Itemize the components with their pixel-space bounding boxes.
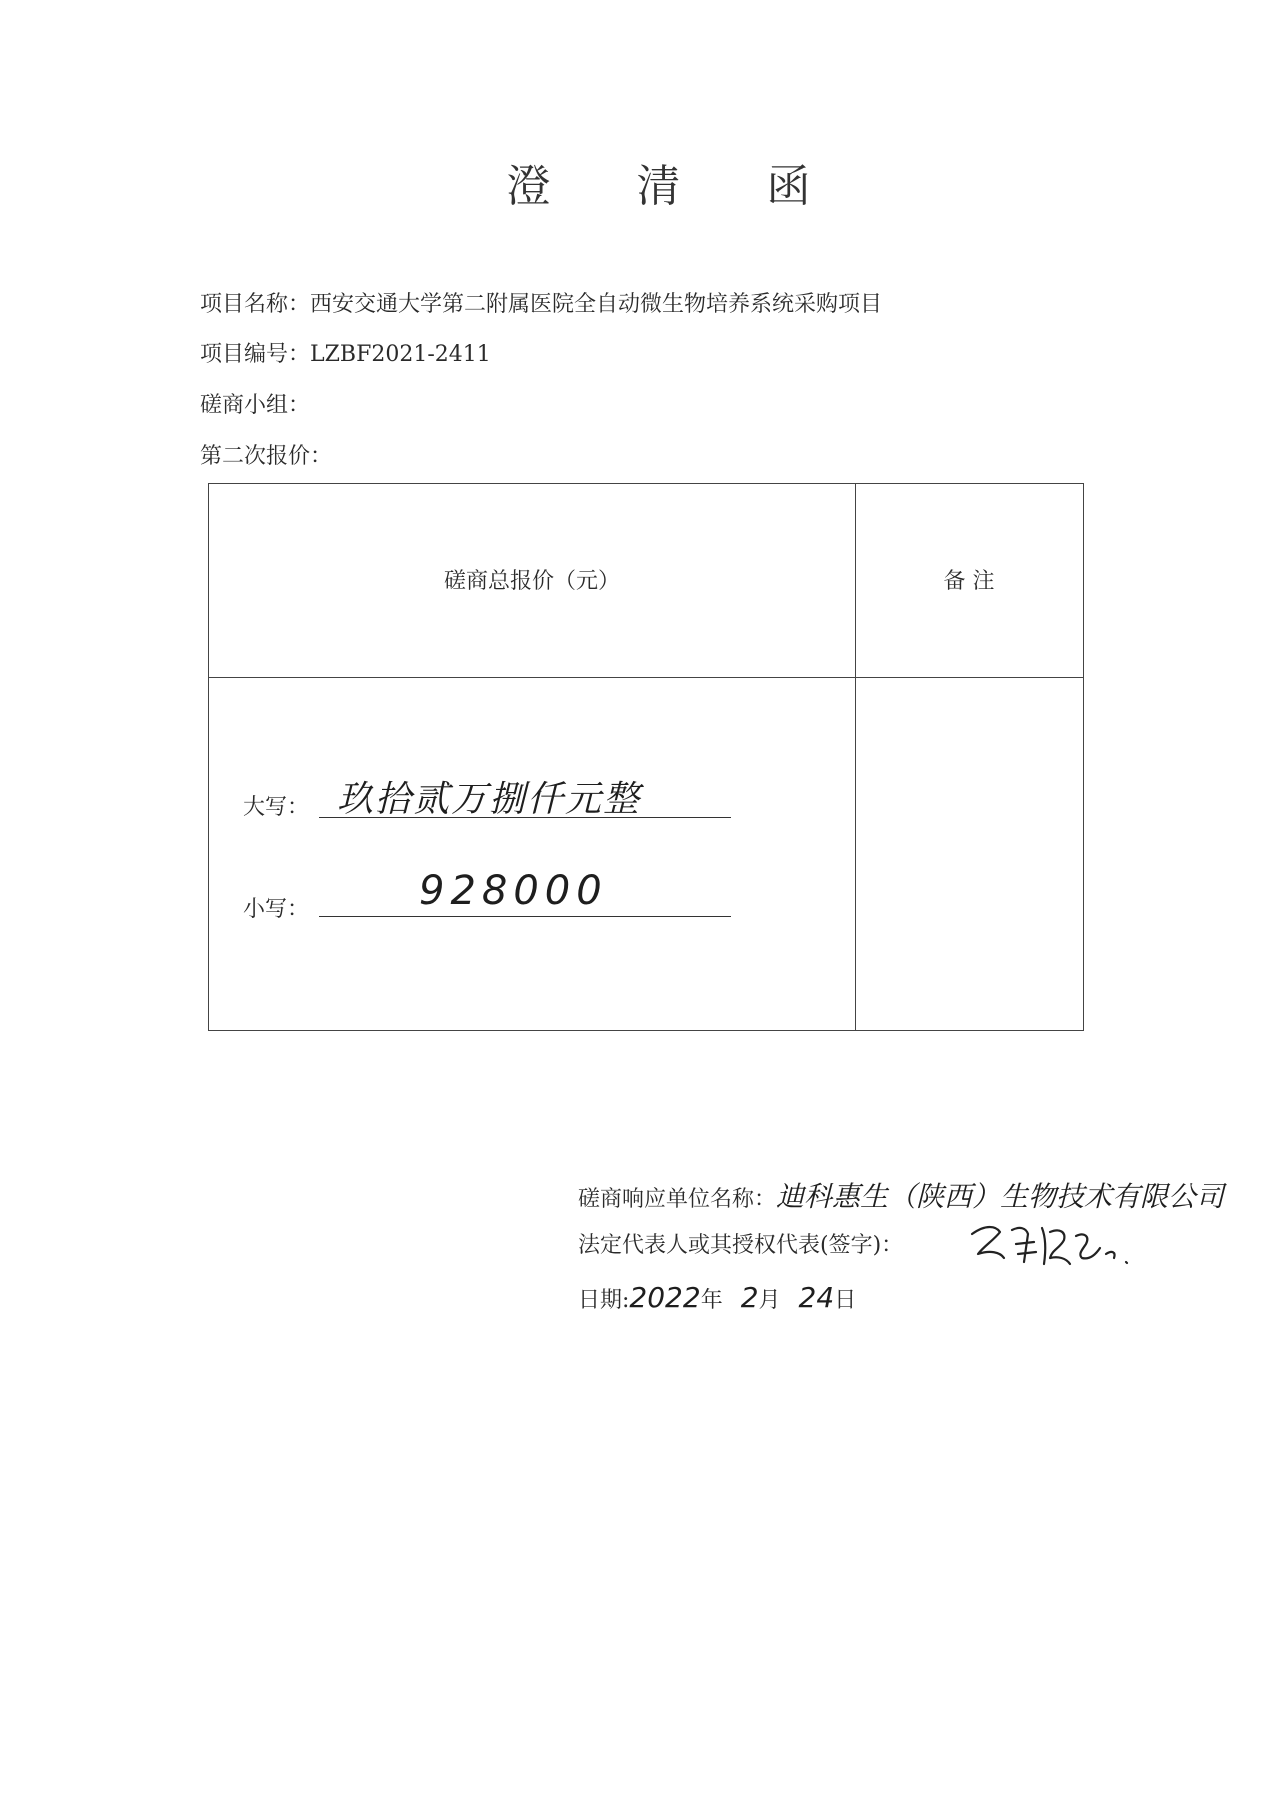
date-day-value: 24 <box>798 1281 835 1314</box>
lowercase-amount-value: 928000 <box>419 868 608 914</box>
lowercase-amount-label: 小写： <box>243 897 310 922</box>
date-year-label: 年 <box>700 1288 723 1313</box>
project-number-row <box>200 340 491 370</box>
date-month-value: 2 <box>740 1281 759 1314</box>
project-number-value: LZBF2021-2411 <box>310 342 491 367</box>
project-name-label: 项目名称： <box>200 292 311 317</box>
date-day-label: 日 <box>834 1288 857 1313</box>
second-quote-label: 第二次报价： <box>200 444 333 469</box>
date-year-value: 2022 <box>629 1281 701 1314</box>
date-label: 日期: <box>578 1288 630 1313</box>
second-quote-row <box>200 442 332 472</box>
representative-row <box>578 1228 903 1259</box>
negotiation-group-label: 磋商小组： <box>200 393 311 418</box>
document-title: 澄 清 函 <box>506 161 847 212</box>
lowercase-amount-underline <box>319 916 731 917</box>
date-row <box>578 1281 856 1314</box>
project-number-label: 项目编号： <box>200 342 311 367</box>
remarks-header: 备 注 <box>943 569 995 594</box>
representative-signature <box>966 1214 1134 1274</box>
uppercase-amount-label: 大写： <box>243 795 310 820</box>
company-value: 迪科惠生（陕西）生物技术有限公司 <box>776 1180 1225 1213</box>
project-name-value: 西安交通大学第二附属医院全自动微生物培养系统采购项目 <box>310 292 883 317</box>
date-month-label: 月 <box>758 1288 781 1313</box>
company-label: 磋商响应单位名称： <box>578 1187 777 1212</box>
uppercase-amount-value: 玖拾贰万捌仟元整 <box>337 779 642 820</box>
quote-table <box>208 483 1084 1031</box>
total-quote-header: 磋商总报价（元） <box>443 569 620 594</box>
table-header-divider <box>209 677 1083 678</box>
representative-label: 法定代表人或其授权代表(签字)： <box>578 1233 904 1258</box>
project-name-row <box>200 290 882 320</box>
negotiation-group-row <box>200 391 310 421</box>
company-row <box>578 1175 1224 1215</box>
